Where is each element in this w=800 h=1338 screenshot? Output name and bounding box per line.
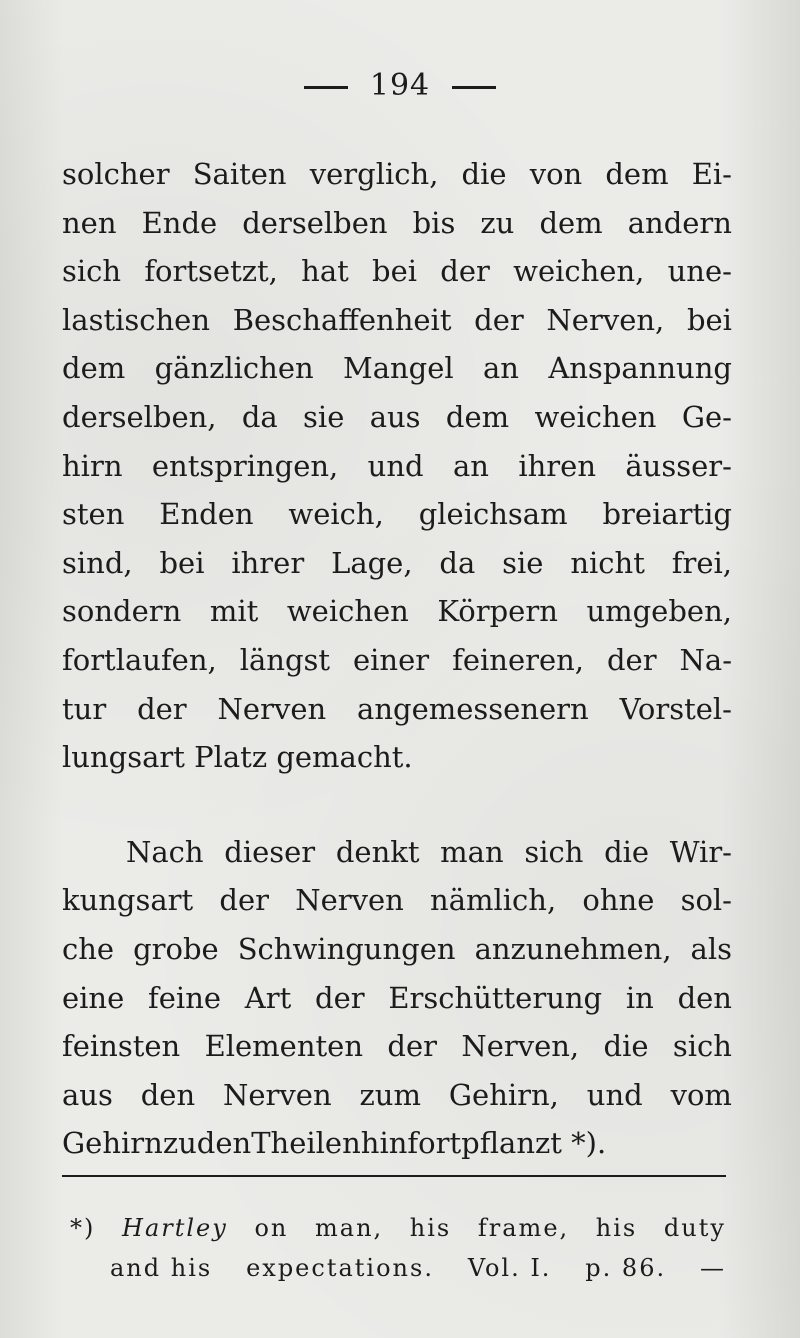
word: gänzlichen	[154, 351, 314, 386]
word: Saiten	[192, 157, 287, 191]
footnote-word: duty	[663, 1214, 726, 1242]
word: den	[140, 1077, 196, 1112]
word: dem	[62, 351, 126, 386]
word: Gehirn	[62, 1126, 163, 1161]
word: derselben	[242, 205, 388, 240]
word: Nerven,	[546, 302, 665, 337]
word: ihren	[518, 448, 596, 483]
text-line	[62, 974, 732, 1023]
word: zum	[359, 1077, 421, 1112]
word: der	[137, 691, 187, 726]
footnote-word: his	[595, 1214, 638, 1242]
word: als	[690, 931, 732, 966]
word: lungsart Platz gemacht.	[62, 740, 413, 775]
footnote-rule	[62, 1175, 726, 1177]
word: Art	[244, 980, 292, 1015]
word: eine	[62, 980, 125, 1015]
word: Erschütterung	[388, 980, 603, 1015]
word: zu	[162, 1126, 197, 1161]
word: angemessenern	[357, 691, 589, 726]
text-line	[62, 685, 732, 734]
word: feineren,	[452, 642, 585, 677]
word: verglich,	[309, 157, 439, 191]
footnote-word: and his	[110, 1254, 213, 1282]
footnote-word: Vol. I.	[467, 1254, 552, 1282]
word: solcher	[62, 157, 170, 191]
word: dem	[539, 205, 603, 240]
word: in	[625, 980, 654, 1015]
text-line	[62, 925, 732, 974]
footnote-line-2	[70, 1248, 726, 1288]
word: grobe	[133, 931, 219, 966]
word: bei	[372, 254, 418, 289]
word: einer	[353, 642, 430, 677]
word: Theilen	[251, 1126, 361, 1161]
text-line	[62, 490, 732, 539]
text-line	[62, 296, 732, 345]
word: frei,	[671, 545, 732, 580]
word: der	[387, 1029, 437, 1064]
word: dem	[445, 399, 510, 434]
header-dash-left	[304, 86, 348, 89]
word: aus	[62, 1077, 113, 1112]
text-line	[62, 344, 732, 393]
paragraph-2	[62, 828, 732, 1168]
word: bei	[686, 302, 732, 337]
text-line	[62, 442, 732, 491]
word: Ende	[141, 205, 218, 240]
text-line	[62, 1119, 732, 1168]
page-number: 194	[369, 68, 431, 103]
text-line	[62, 1071, 732, 1120]
word: nicht	[570, 545, 645, 580]
text-line	[62, 876, 732, 925]
word: weichen	[286, 594, 409, 629]
word: weichen,	[513, 254, 645, 289]
word: der	[474, 302, 524, 337]
footnote-word: —	[699, 1254, 726, 1282]
word: man	[440, 834, 504, 869]
word: sind,	[62, 545, 133, 580]
word: Nerven,	[461, 1029, 580, 1064]
body-text	[62, 150, 732, 1168]
word: sten	[62, 497, 125, 532]
word: Schwingungen	[237, 931, 456, 966]
word: äusser-	[625, 448, 732, 483]
word: hat	[301, 254, 349, 289]
word: den	[677, 980, 732, 1015]
page-header	[0, 68, 800, 103]
word: fortlaufen,	[62, 642, 217, 677]
text-line	[62, 733, 732, 782]
word: an	[483, 351, 519, 386]
footnote-author: Hartley	[122, 1214, 228, 1242]
footnote-word: expectations.	[246, 1254, 434, 1282]
paragraph-1	[62, 150, 732, 782]
word: Enden	[159, 497, 254, 532]
word: breiartig	[602, 497, 732, 532]
word: zu	[480, 205, 515, 240]
footnote-word: man,	[315, 1214, 384, 1242]
word: nen	[62, 205, 117, 240]
word: weichen	[534, 399, 657, 434]
word: feine	[148, 980, 222, 1015]
footnote-marker: *)	[70, 1214, 96, 1242]
word: dem	[605, 157, 669, 191]
word: Beschaffenheit	[232, 302, 452, 337]
word: hin	[360, 1126, 408, 1161]
word: Anspannung	[548, 351, 732, 386]
text-line	[62, 636, 732, 685]
word: feinsten	[62, 1029, 181, 1064]
word: der	[315, 980, 365, 1015]
word: hirn	[62, 448, 123, 483]
word: fortpflanzt *).	[407, 1126, 607, 1161]
word: ihrer	[231, 545, 305, 580]
word: lastischen	[62, 302, 211, 337]
word: bis	[412, 205, 456, 240]
header-dash-right	[452, 86, 496, 89]
text-line	[62, 150, 732, 199]
text-line	[62, 587, 732, 636]
word: Nach	[126, 834, 204, 869]
word: sie	[502, 545, 544, 580]
word: aus	[369, 399, 421, 434]
text-line	[62, 247, 732, 296]
footnote-word: p. 86.	[585, 1254, 667, 1282]
word: der	[219, 883, 269, 918]
word: vom	[670, 1077, 732, 1112]
word: Ge-	[681, 399, 732, 434]
word: Nerven	[295, 883, 404, 918]
footnote	[70, 1208, 726, 1288]
word: Wir-	[669, 834, 732, 869]
word: von	[529, 157, 583, 191]
word: der	[440, 254, 490, 289]
footnote-word: his	[409, 1214, 452, 1242]
text-line	[62, 539, 732, 588]
text-line	[62, 393, 732, 442]
word: und	[586, 1077, 643, 1112]
word: fortsetzt,	[144, 254, 278, 289]
word: bei	[159, 545, 205, 580]
word: sie	[303, 399, 345, 434]
word: Na-	[679, 642, 732, 677]
word: da	[439, 545, 476, 580]
word: Gehirn,	[448, 1077, 559, 1112]
word: die	[603, 1029, 649, 1064]
word: sondern	[62, 594, 182, 629]
word: mit	[209, 594, 259, 629]
word: entspringen,	[151, 448, 339, 483]
word: sich	[672, 1029, 732, 1064]
word: andern	[627, 205, 732, 240]
footnote-word: on	[254, 1214, 289, 1242]
word: der	[606, 642, 657, 677]
word: Nerven	[217, 691, 327, 726]
word: umgeben,	[586, 594, 732, 629]
word: die	[461, 157, 507, 191]
footnote-word: frame,	[477, 1214, 570, 1242]
word: Ei-	[691, 157, 732, 191]
word: nämlich,	[430, 883, 557, 918]
word: kungsart	[62, 883, 194, 918]
text-line	[62, 828, 732, 877]
word: che	[62, 931, 115, 966]
word: längst	[239, 642, 331, 677]
word: da	[241, 399, 278, 434]
paragraph-gap	[62, 782, 732, 828]
word: anzunehmen,	[474, 931, 672, 966]
word: Vorstel-	[619, 691, 732, 726]
word: sich	[524, 834, 584, 869]
word: Lage,	[331, 545, 413, 580]
text-line	[62, 1022, 732, 1071]
word: den	[196, 1126, 252, 1161]
word: weich,	[288, 497, 384, 532]
word: derselben,	[62, 399, 217, 434]
word: une-	[667, 254, 732, 289]
word: Körpern	[437, 594, 558, 629]
word: Nerven	[223, 1077, 332, 1112]
word: sich	[62, 254, 122, 289]
word: denkt	[335, 834, 420, 869]
word: dieser	[224, 834, 316, 869]
word: ohne	[582, 883, 655, 918]
word: an	[452, 448, 489, 483]
word: sol-	[680, 883, 732, 918]
word: die	[604, 834, 650, 869]
word: und	[367, 448, 424, 483]
word: Elementen	[204, 1029, 364, 1064]
text-line	[62, 199, 732, 248]
word: Mangel	[343, 351, 454, 386]
word: gleichsam	[418, 497, 568, 532]
footnote-line-1	[70, 1208, 726, 1248]
word: tur	[62, 691, 107, 726]
